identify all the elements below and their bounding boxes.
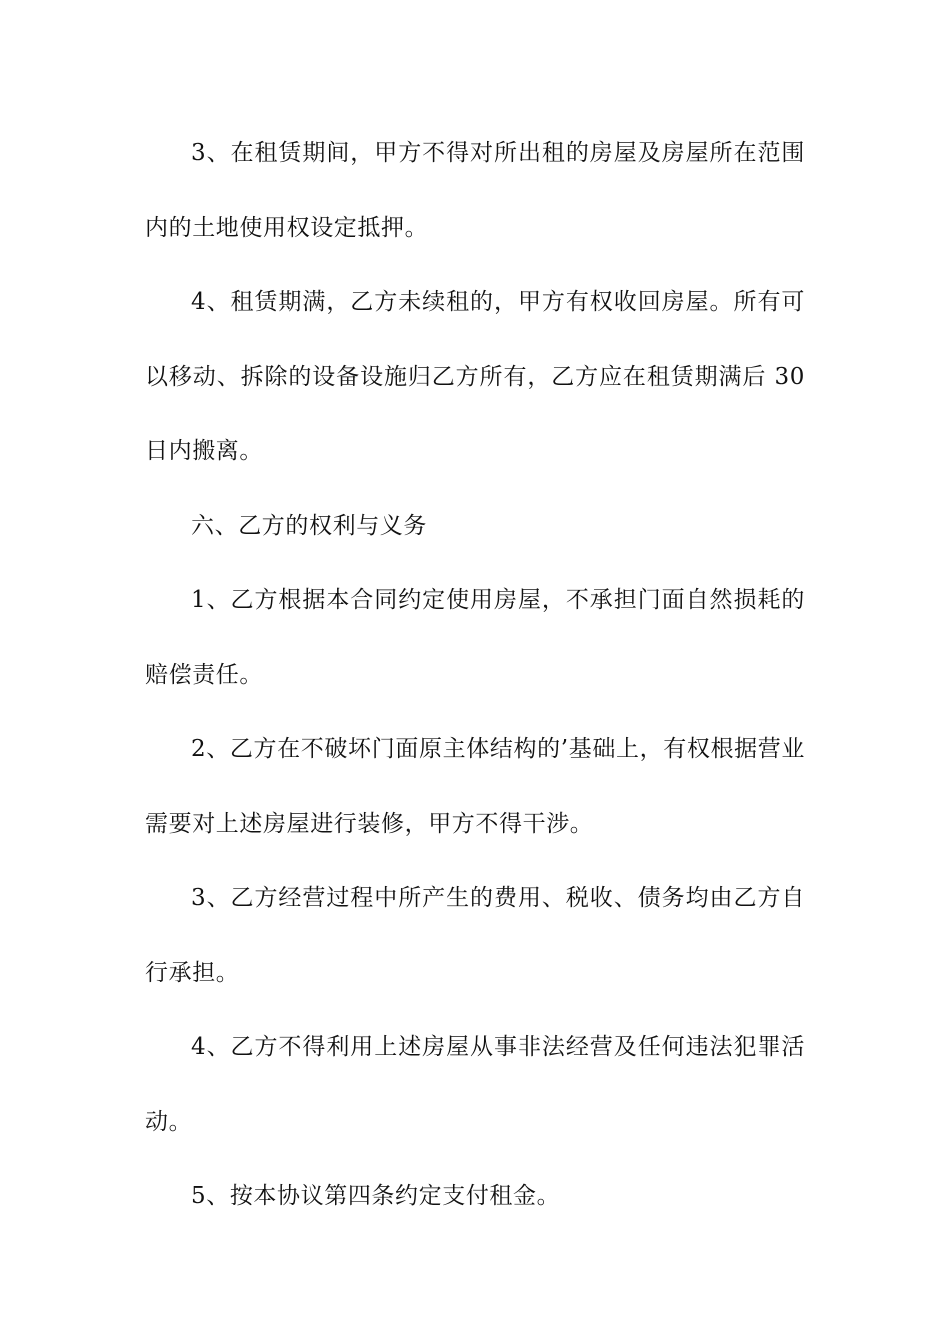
document-body [145, 116, 805, 1234]
paragraph-clause-6-2: 2、乙方在不破坏门面原主体结构的’基础上，有权根据营业需要对上述房屋进行装修，甲方不得干涉。 [145, 736, 805, 837]
paragraph-clause-5-4: 4、租赁期满，乙方未续租的，甲方有权收回房屋。所有可以移动、拆除的设备设施归乙方所有，乙方应在租赁期满后 30 日内搬离。 [145, 289, 805, 464]
section-heading-6: 六、乙方的权利与义务 [191, 512, 427, 539]
paragraph-clause-6-3: 3、乙方经营过程中所产生的费用、税收、债务均由乙方自行承担。 [145, 885, 805, 986]
paragraph-clause-6-1: 1、乙方根据本合同约定使用房屋，不承担门面自然损耗的赔偿责任。 [145, 587, 805, 688]
paragraph-clause-6-5: 5、按本协议第四条约定支付租金。 [191, 1183, 561, 1209]
paragraph-clause-5-3: 3、在租赁期间，甲方不得对所出租的房屋及房屋所在范围内的土地使用权设定抵押。 [145, 140, 805, 241]
paragraph-clause-6-4: 4、乙方不得利用上述房屋从事非法经营及任何违法犯罪活动。 [145, 1034, 805, 1135]
